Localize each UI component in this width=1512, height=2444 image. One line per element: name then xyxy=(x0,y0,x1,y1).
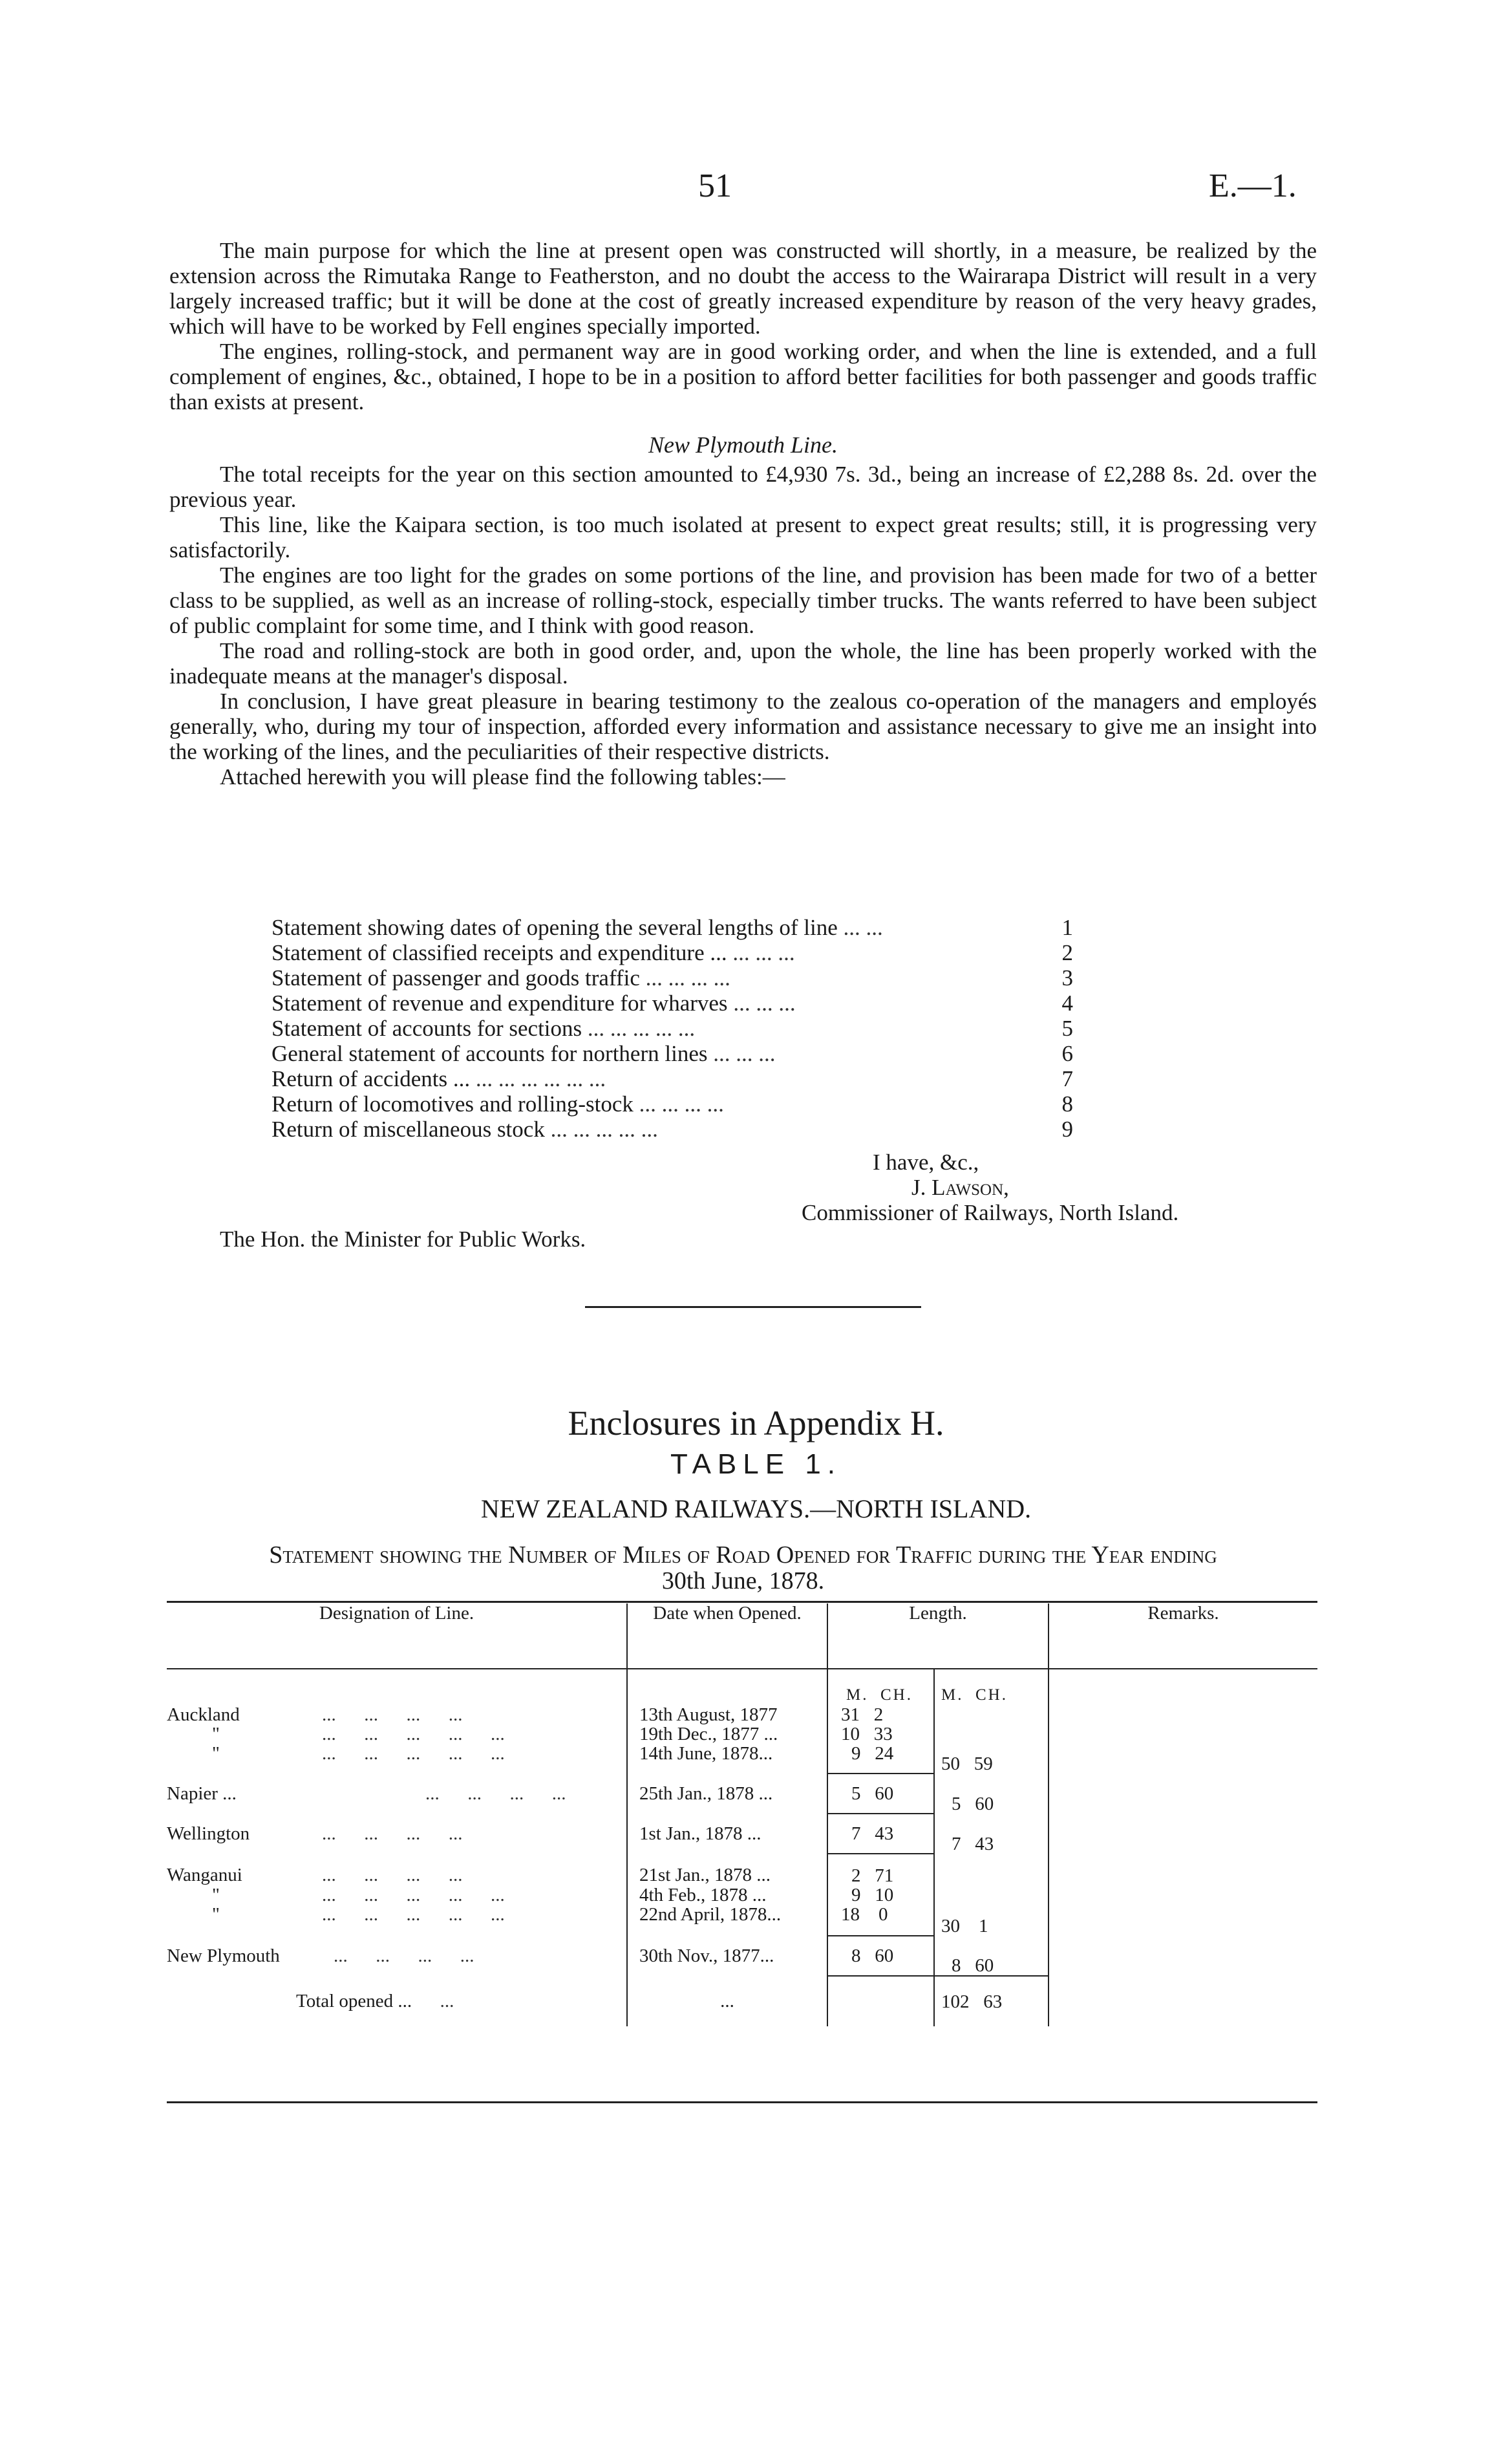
table-bottom-rule xyxy=(167,2101,1317,2103)
list-item: Statement of passenger and goods traffic ... ... ... ... 3 xyxy=(272,965,1073,991)
table-row: " ... ... ... ... ... 14th June, 1878... 9 24 50 59 xyxy=(167,1744,1317,1774)
table-row: " ... ... ... ... ... 22nd April, 1878... 18 0 30 1 xyxy=(167,1905,1317,1936)
enclosure-title: Enclosures in Appendix H. xyxy=(568,1404,944,1442)
header-length: Length. xyxy=(827,1603,1049,1669)
list-item: Statement of classified receipts and expenditure ... ... ... ... 2 xyxy=(272,940,1073,965)
list-item: General statement of accounts for northern lines ... ... ... 6 xyxy=(272,1041,1073,1066)
list-item: Return of locomotives and rolling-stock ... ... ... ... 8 xyxy=(272,1091,1073,1117)
table-row: " ... ... ... ... ... 19th Dec., 1877 ... 10 33 xyxy=(167,1724,1317,1744)
paragraph: This line, like the Kaipara section, is too much isolated at present to expect great results; still, it is progressing very satisfactorily. xyxy=(169,512,1317,563)
paragraph: The total receipts for the year on this section amounted to £4,930 7s. 3d., being an increase of £2,288 8s. 2d. over the previous year. xyxy=(169,462,1317,512)
header-remarks: Remarks. xyxy=(1049,1603,1317,1669)
table-row: Wellington ... ... ... ... 1st Jan., 1878 ... 7 43 7 43 xyxy=(167,1814,1317,1854)
tables-list xyxy=(272,915,1202,1142)
header-designation: Designation of Line. xyxy=(167,1603,627,1669)
signatory-title: Commissioner of Railways, North Island. xyxy=(802,1200,1179,1225)
tables-intro: Attached herewith you will please find the following tables:— xyxy=(220,764,785,789)
table-header-row xyxy=(167,1603,1317,1669)
paragraph: The main purpose for which the line at present open was constructed will shortly, in a measure, be realized by the extension across the Rimutaka Range to Featherston, and no doubt the access to the Wairarapa District will result in a very largely increased traffic; but it will be done at the cost of greatly increased expenditure by reason of the very heavy grades, which will have to be worked by Fell engines specially imported. xyxy=(169,238,1317,339)
addressee: The Hon. the Minister for Public Works. xyxy=(220,1227,586,1252)
paragraph: The engines are too light for the grades on some portions of the line, and provision has been made for two of a better class to be supplied, as well as an increase of rolling-stock, especially timber trucks. The wants referred to have been subject of public complaint for some time, and I think with good reason. xyxy=(169,563,1317,638)
section-heading: New Plymouth Line. xyxy=(648,432,838,458)
paragraph: In conclusion, I have great pleasure in bearing testimony to the zealous co-operation of the managers and employés generally, who, during my tour of inspection, afforded every information and assistance necessary to give me an insight into the working of the lines, and the peculiarities of their respective districts. xyxy=(169,689,1317,764)
table-subtitle: NEW ZEALAND RAILWAYS.—NORTH ISLAND. xyxy=(480,1494,1032,1523)
table-row: Napier ... ... ... ... ... 25th Jan., 1878 ... 5 60 5 60 xyxy=(167,1774,1317,1814)
table-total-row: Total opened ... ... ... 102 63 xyxy=(167,1976,1317,2026)
closing: I have, &c., xyxy=(873,1150,979,1175)
unit-total-m-ch: M. CH. xyxy=(934,1669,1049,1705)
paragraph: The road and rolling-stock are both in good order, and, upon the whole, the line has been properly worked with the inadequate means at the manager's disposal. xyxy=(169,638,1317,689)
list-item: Return of miscellaneous stock ... ... ... ... ... 9 xyxy=(272,1117,1073,1142)
list-item: Statement showing dates of opening the several lengths of line ... ... 1 xyxy=(272,915,1073,940)
list-item: Statement of revenue and expenditure for wharves ... ... ... 4 xyxy=(272,991,1073,1016)
paragraph: The engines, rolling-stock, and permanent way are in good working order, and when the line is extended, and a full complement of engines, &c., obtained, I hope to be in a position to afford better facilities for both passenger and goods traffic than exists at present. xyxy=(169,339,1317,414)
list-item: Statement of accounts for sections ... ... ... ... ... 5 xyxy=(272,1016,1073,1041)
table-row: Wanganui ... ... ... ... 21st Jan., 1878 ... 2 71 xyxy=(167,1854,1317,1885)
header-date: Date when Opened. xyxy=(627,1603,827,1669)
page-reference: E.—1. xyxy=(1209,167,1297,204)
body-text xyxy=(169,238,1317,789)
unit-m-ch: M. CH. xyxy=(827,1669,934,1705)
table-caption: Statement showing the Number of Miles of Road Opened for Traffic during the Year ending 30th June, 1878. xyxy=(269,1541,1217,1594)
divider xyxy=(585,1306,921,1308)
table-label: TABLE 1. xyxy=(670,1448,842,1480)
signatory: J. Lawson, xyxy=(911,1175,1009,1200)
list-item: Return of accidents ... ... ... ... ... ... ... 7 xyxy=(272,1066,1073,1091)
railway-table xyxy=(167,1603,1317,2026)
units-row xyxy=(167,1669,1317,1705)
table-row: Auckland ... ... ... ... 13th August, 1877 31 2 xyxy=(167,1705,1317,1724)
table-row: " ... ... ... ... ... 4th Feb., 1878 ... 9 10 xyxy=(167,1885,1317,1905)
table-row: New Plymouth ... ... ... ... 30th Nov., 1877... 8 60 8 60 xyxy=(167,1936,1317,1976)
page-number: 51 xyxy=(698,167,732,204)
